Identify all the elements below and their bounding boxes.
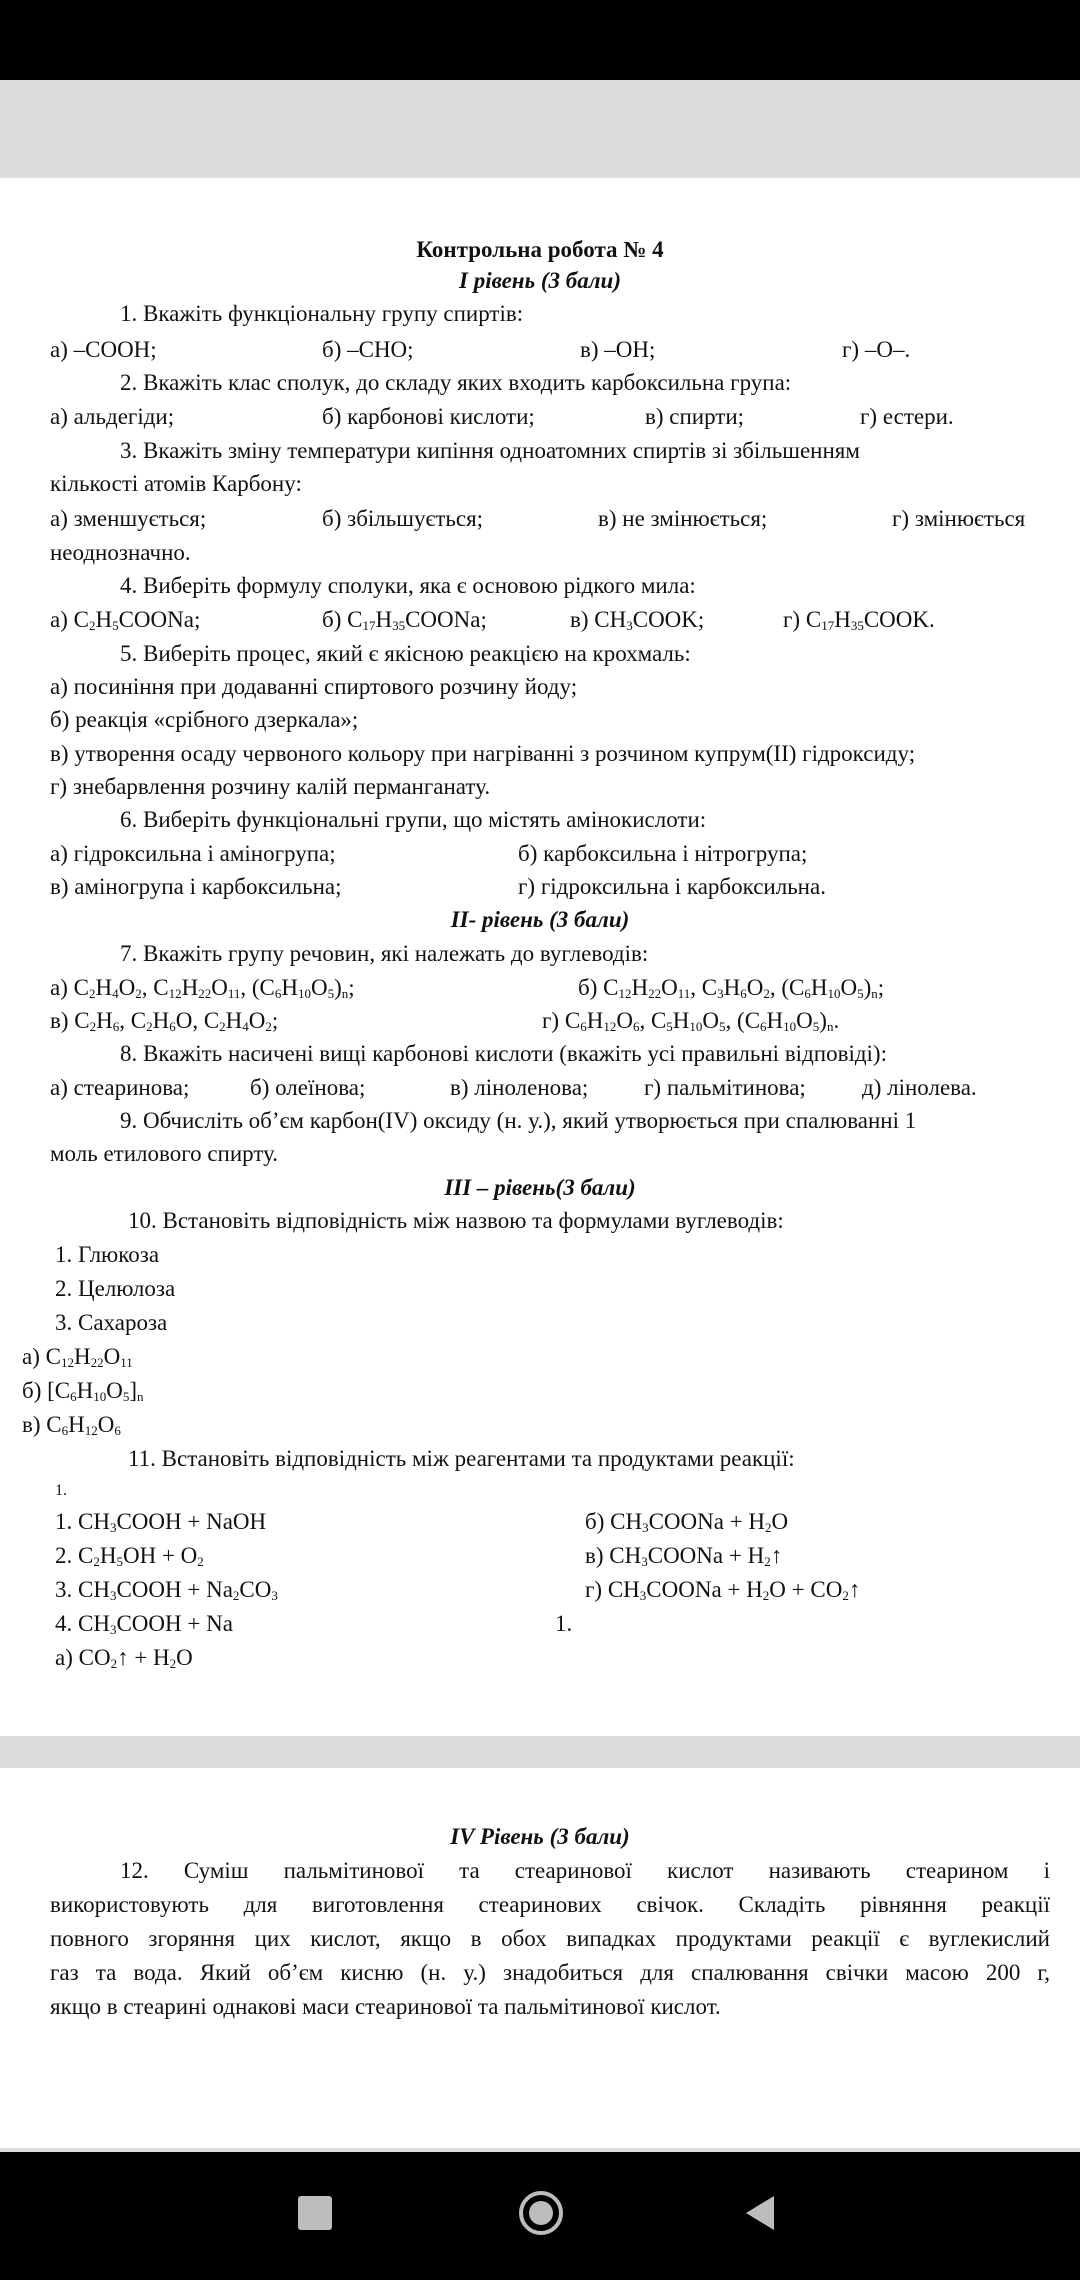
q3-option-g: г) змінюється (892, 506, 1026, 531)
q3-line2: кількості атомів Карбону: (50, 471, 302, 496)
q2-text: 2. Вкажіть клас сполук, до складу яких входить карбоксильна група: (120, 370, 792, 395)
q8-option-g: г) пальмітинова; (644, 1075, 806, 1100)
q1-option-a: а) –COOH; (50, 337, 157, 362)
q11-text: 11. Встановіть відповідність між реагентами та продуктами реакції: (128, 1446, 795, 1471)
q8-option-a: а) стеаринова; (50, 1075, 190, 1100)
document-page-2 (0, 1768, 1080, 2148)
back-icon[interactable] (742, 2194, 778, 2232)
q6-option-a: а) гідроксильна і аміногрупа; (50, 841, 336, 866)
q1-option-b: б) –CHO; (322, 337, 414, 362)
q12-line5: якщо в стеарині однакові маси стеаринової та пальмітинової кислот. (50, 1994, 721, 2019)
q10-formula-a: а) $C_{12}H_{22}O_{11}$ (22, 1344, 133, 1370)
q5-option-g: г) знебарвлення розчину калій перманганату. (50, 774, 491, 799)
q6-text: 6. Виберіть функціональні групи, що містять амінокислоти: (120, 807, 707, 832)
q6-option-b: б) карбоксильна і нітрогрупа; (518, 841, 808, 866)
q1-option-v: в) –OH; (580, 337, 656, 362)
q11-product-a: а) $CO_2↑ + H_2O$ (55, 1645, 193, 1671)
level2-heading: ІІ- рівень (3 бали) (450, 907, 630, 932)
q5-text: 5. Виберіть процес, який є якісною реакцією на крохмаль: (120, 641, 691, 666)
q12-line1: 12. Суміш пальмітинової та стеаринової кислот називають стеарином і (120, 1858, 1050, 1883)
q7-text: 7. Вкажіть групу речовин, які належать до вуглеводів: (120, 941, 649, 966)
q8-text: 8. Вкажіть насичені вищі карбонові кислоти (вкажіть усі правильні відповіді): (120, 1041, 887, 1066)
q10-formula-b: б) $[C_6H_{10}O_5]_n$ (22, 1378, 144, 1404)
q12-line2: використовують для виготовлення стеаринових свічок. Складіть рівняння реакції (50, 1892, 1050, 1917)
q4-option-a: а) $C_2H_5COONa$; (50, 607, 201, 633)
q9-line2: моль етилового спирту. (50, 1141, 279, 1166)
q5-option-a: а) посиніння при додаванні спиртового розчину йоду; (50, 674, 578, 699)
q1-option-g: г) –O–. (842, 337, 911, 362)
q9-line1: 9. Обчисліть об’єм карбон(IV) оксиду (н. у.), який утворюється при спалюванні 1 (120, 1108, 917, 1133)
q11-reagent-3: 3. $CH_3COOH + Na_2CO_3$ (55, 1577, 278, 1603)
q3-option-g-cont: неоднозначно. (50, 540, 191, 565)
page-title: Контрольна робота № 4 (416, 237, 664, 262)
q11-stray-number-2: 1. (555, 1611, 573, 1636)
q6-option-g: г) гідроксильна і карбоксильна. (518, 874, 826, 899)
q7-option-g: г) $C_6H_{12}O_6$, $C_5H_{10}O_5$, $(C_6H_{10}O_5)_n$. (542, 1008, 840, 1034)
level1-heading: І рівень (3 бали) (459, 268, 621, 293)
q2-option-a: а) альдегіди; (50, 404, 175, 429)
q12-line4: газ та вода. Який об’єм кисню (н. у.) знадобиться для спалювання свічки масою 200 г, (50, 1960, 1050, 1985)
q3-option-b: б) збільшується; (322, 506, 484, 531)
q8-option-b: б) олеїнова; (250, 1075, 366, 1100)
q2-option-v: в) спирти; (645, 404, 745, 429)
q4-text: 4. Виберіть формулу сполуки, яка є основою рідкого мила: (120, 573, 696, 598)
q5-option-b: б) реакція «срібного дзеркала»; (50, 707, 359, 732)
q11-reagent-1: 1. $CH_3COOH$ + NaOH (55, 1509, 267, 1535)
q4-option-g: г) $C_{17}H_{35}COOK$. (783, 607, 935, 633)
q11-product-b: б) $CH_3COONa + H_2O$ (585, 1509, 789, 1535)
status-bar (0, 0, 1080, 80)
q5-option-v: в) утворення осаду червоного кольору при нагріванні з розчином купрум(ІІ) гідроксиду; (50, 741, 916, 766)
q4-option-b: б) $C_{17}H_{35}COONa$; (322, 607, 487, 633)
q11-product-g: г) $CH_3COONa + H_2O$ + $CO_2↑$ (585, 1577, 861, 1603)
q3-option-v: в) не змінюється; (598, 506, 768, 531)
q7-option-v: в) $C_2H_6$, $C_2H_6O$, $C_2H_4O_2$; (50, 1008, 279, 1034)
q1-text: 1. Вкажіть функціональну групу спиртів: (120, 301, 524, 326)
q10-name-2: 2. Целюлоза (55, 1276, 176, 1301)
q7-option-b: б) $C_{12}H_{22}O_{11}$, $C_3H_6O_2$, $(C_6H_{10}O_5)_n$; (578, 975, 885, 1001)
q3-line1: 3. Вкажіть зміну температури кипіння одноатомних спиртів зі збільшенням (120, 438, 860, 463)
q10-text: 10. Встановіть відповідність між назвою та формулами вуглеводів: (128, 1208, 784, 1233)
recent-apps-icon[interactable] (298, 2196, 332, 2230)
q2-option-g: г) естери. (860, 404, 954, 429)
q11-stray-number: 1. (55, 1482, 67, 1499)
q4-option-v: в) $CH_3COOK$; (570, 607, 705, 633)
level3-heading: ІІІ – рівень(3 бали) (444, 1175, 636, 1200)
q6-option-v: в) аміногрупа і карбоксильна; (50, 874, 342, 899)
q10-formula-v: в) $C_6H_{12}O_6$ (22, 1412, 121, 1438)
home-icon[interactable] (517, 2189, 565, 2237)
q11-reagent-2: 2. $C_2H_5OH + O_2$ (55, 1543, 204, 1569)
q10-name-3: 3. Сахароза (55, 1310, 168, 1335)
q2-option-b: б) карбонові кислоти; (322, 404, 535, 429)
q8-option-v: в) ліноленова; (450, 1075, 589, 1100)
level4-heading: IV Рівень (3 бали) (450, 1824, 630, 1849)
q11-reagent-4: 4. $CH_3COOH + Na$ (55, 1611, 233, 1637)
navigation-bar (0, 2152, 1080, 2280)
q11-product-v: в) $CH_3COONa$ + $H_2↑$ (585, 1543, 783, 1569)
document-page-1 (0, 178, 1080, 1736)
q8-option-d: д) лінолева. (862, 1075, 977, 1100)
q12-line3: повного згоряння цих кислот, якщо в обох випадках продуктами реакції є вуглекислий (50, 1926, 1050, 1951)
q10-name-1: 1. Глюкоза (55, 1242, 160, 1267)
q7-option-a: а) $C_2H_4O_2$, $C_{12}H_{22}O_{11}$, $(C_6H_{10}O_5)_n$; (50, 975, 355, 1001)
q3-option-a: а) зменшується; (50, 506, 207, 531)
